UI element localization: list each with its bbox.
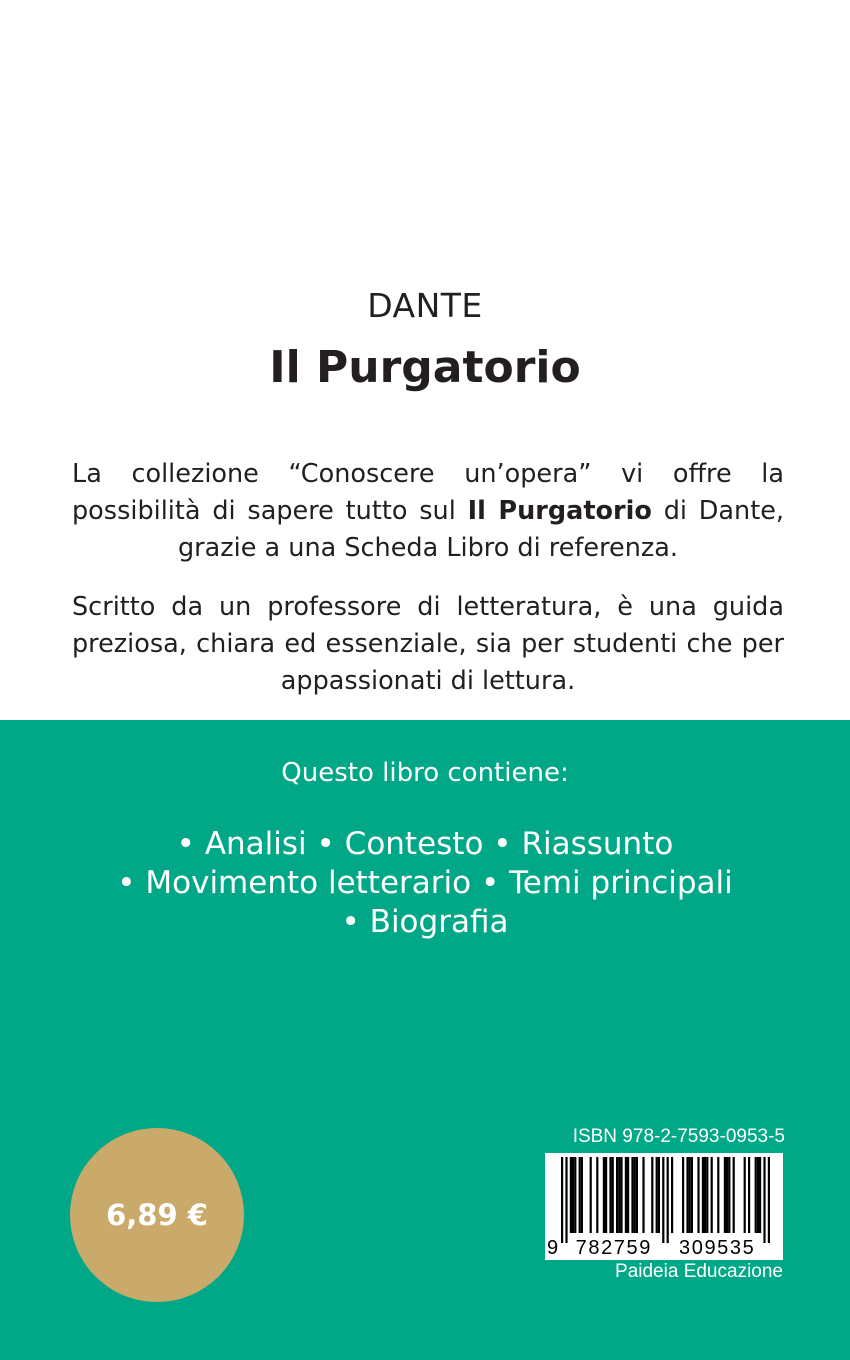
barcode-bar [579, 1157, 581, 1233]
contents-list [100, 825, 750, 942]
topic-label: Analisi [204, 826, 307, 862]
barcode [545, 1153, 783, 1260]
isbn-label: ISBN 978-2-7593-0953-5 [572, 1126, 785, 1147]
bullet-icon: • [493, 826, 512, 862]
barcode-bar [662, 1157, 664, 1243]
barcode-bar [603, 1157, 605, 1233]
barcode-bar [702, 1157, 704, 1233]
barcode-bar [671, 1157, 673, 1233]
barcode-bar [706, 1157, 708, 1233]
barcode-bar [574, 1157, 576, 1233]
barcode-bar [744, 1157, 746, 1233]
barcode-bar [609, 1157, 611, 1233]
barcode-bar [686, 1157, 688, 1233]
barcode-bar [590, 1157, 592, 1233]
contents-heading: Questo libro contiene: [281, 758, 569, 788]
topic-item [493, 826, 673, 862]
barcode-bar [627, 1157, 629, 1233]
barcode-bar [570, 1157, 572, 1233]
barcode-bar [634, 1157, 636, 1233]
barcode-bar [726, 1157, 728, 1233]
barcode-bar [565, 1157, 567, 1243]
topic-item [317, 826, 484, 862]
description-bold-title: Il Purgatorio [467, 496, 652, 526]
barcode-bar [561, 1157, 563, 1243]
barcode-bar [697, 1157, 699, 1233]
bullet-icon: • [117, 865, 136, 901]
barcode-digits-right: 309535 [679, 1237, 756, 1259]
barcode-digits-left: 782759 [575, 1237, 652, 1259]
bullet-icon: • [176, 826, 195, 862]
description-paragraph-2: Scritto da un professore di letteratura, è una guida preziosa, chiara ed essenziale, sia per studenti che per appassionati di lettura. [72, 592, 784, 696]
barcode-bar [642, 1157, 644, 1233]
topic-item [117, 865, 471, 901]
barcode-bar [768, 1157, 770, 1243]
barcode-bar [612, 1157, 614, 1233]
barcode-bar [625, 1157, 627, 1233]
price-label: 6,89 € [106, 1198, 208, 1232]
barcode-bar [572, 1157, 574, 1233]
barcode-bar [711, 1157, 713, 1233]
barcode-digit-first: 9 [547, 1237, 560, 1259]
topic-label: Movimento letterario [145, 865, 472, 901]
barcode-bar [755, 1157, 757, 1233]
book-title: Il Purgatorio [269, 342, 581, 393]
topic-item [481, 865, 733, 901]
barcode-bar [616, 1157, 618, 1233]
barcode-bar [704, 1157, 706, 1233]
bullet-icon: • [316, 826, 335, 862]
barcode-bar [717, 1157, 719, 1233]
description-text: di Dante, grazie a una Scheda Libro di referenza. [178, 496, 785, 563]
barcode-bar [759, 1157, 761, 1233]
bullet-icon: • [341, 904, 360, 940]
barcode-bar [689, 1157, 691, 1233]
barcode-graphic [545, 1153, 783, 1260]
barcode-bar [618, 1157, 620, 1233]
topic-item [177, 826, 307, 862]
barcode-bar [724, 1157, 726, 1233]
price-badge [70, 1128, 244, 1302]
barcode-bar [691, 1157, 693, 1233]
publisher-name: Paideia Educazione [615, 1261, 783, 1282]
barcode-bar [757, 1157, 759, 1233]
barcode-bar [682, 1157, 684, 1233]
barcode-bar [636, 1157, 638, 1233]
barcode-bar [656, 1157, 658, 1233]
author-name: DANTE [367, 286, 483, 325]
barcode-bar [667, 1157, 669, 1243]
description-text: La collezione “Conoscere un’opera” vi offre la possibilità di sapere tutto sul [72, 459, 784, 526]
barcode-bar [763, 1157, 765, 1243]
bullet-icon: • [480, 865, 500, 901]
barcode-bar [733, 1157, 735, 1233]
barcode-bar [631, 1157, 633, 1233]
barcode-bar [605, 1157, 607, 1233]
topic-label: Biografia [369, 904, 509, 940]
topic-label: Riassunto [521, 826, 674, 862]
description-paragraph-1 [72, 456, 784, 567]
barcode-bar [581, 1157, 583, 1233]
topic-label: Contesto [344, 826, 484, 862]
barcode-bar [748, 1157, 750, 1233]
barcode-bar [620, 1157, 622, 1233]
barcode-bar [658, 1157, 660, 1233]
topic-item [342, 904, 509, 940]
barcode-bar [728, 1157, 730, 1233]
barcode-bar [651, 1157, 653, 1233]
topic-label: Temi principali [509, 865, 733, 901]
barcode-bar [596, 1157, 598, 1233]
